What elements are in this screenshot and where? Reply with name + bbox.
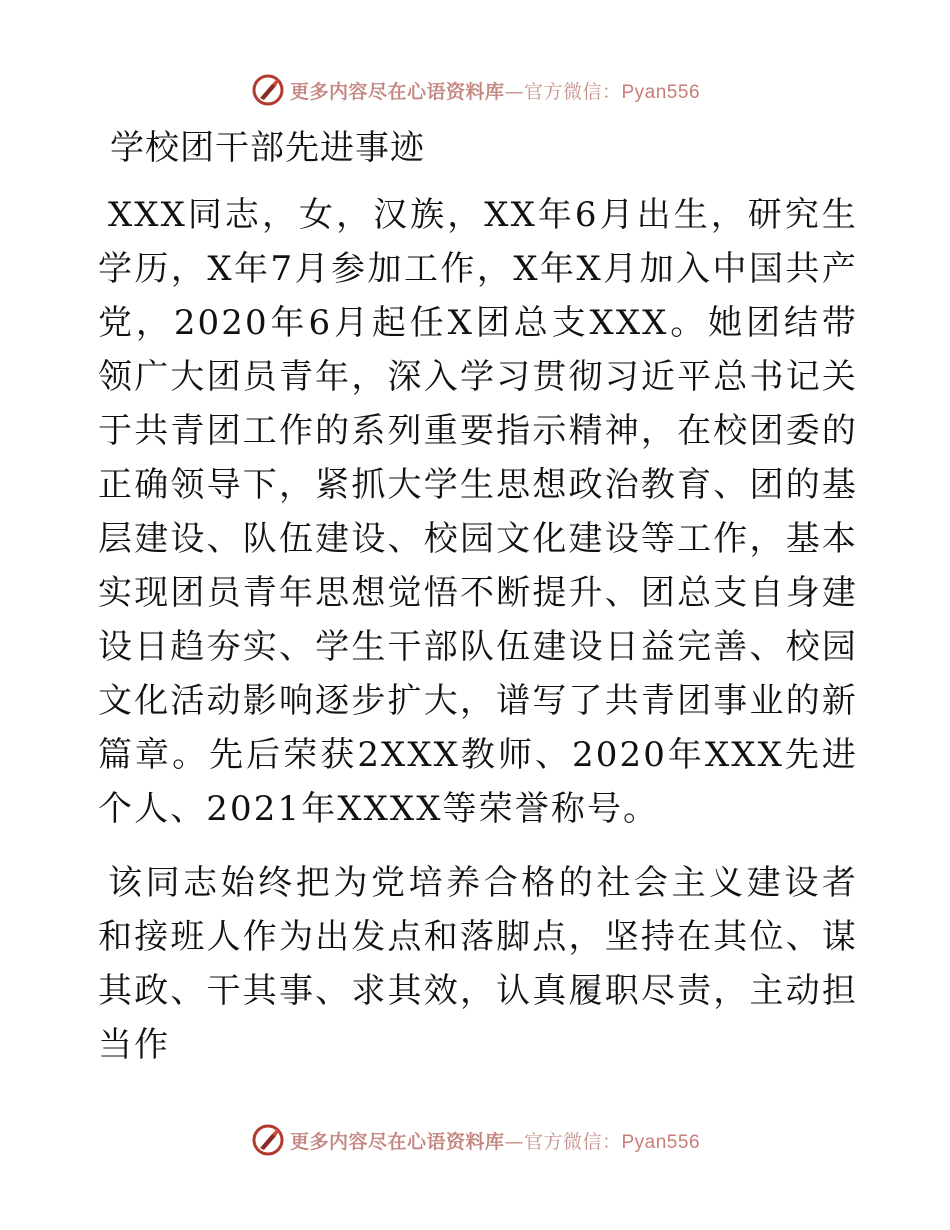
document-body [98,122,858,1072]
watermark-separator: — [504,80,524,103]
pen-nib-circle-icon [250,72,286,108]
watermark-main: 更多内容尽在心语资料库 [289,1130,505,1153]
watermark-text [290,1127,700,1154]
pen-nib-circle-icon [250,1122,286,1158]
watermark-wechat-label: 官方微信： [523,1130,622,1153]
watermark-wechat-id: Pyan556 [621,81,701,103]
watermark-wechat-id: Pyan556 [621,1131,701,1153]
watermark-main: 更多内容尽在心语资料库 [289,80,505,103]
header-watermark [0,68,950,112]
watermark-text [290,77,700,104]
paragraph-2: 该同志始终把为党培养合格的社会主义建设者和接班人作为出发点和落脚点，坚持在其位、谋其政、干其事、求其效，认真履职尽责，主动担当作 [98,863,858,1065]
footer-watermark [0,1118,950,1162]
watermark-separator: — [504,1130,524,1153]
watermark-wechat-label: 官方微信： [523,80,622,103]
paragraph-1: XXX同志，女，汉族，XX年6月出生，研究生学历，X年7月参加工作，X年X月加入中国共产党，2020年6月起任X团总支XXX。她团结带领广大团员青年，深入学习贯彻习近平总书记关于共青团工作的系列重要指示精神，在校团委的正确领导下，紧抓大学生思想政治教育、团的基层建设、队伍建设、校园文化建设等工作，基本实现团员青年思想觉悟不断提升、团总支自身建设日趋夯实、学生干部队伍建设日益完善、校园文化活动影响逐步扩大，谱写了共青团事业的新篇章。先后荣获2XXX教师、2020年XXX先进个人、2021年XXXX等荣誉称号。 [98,195,858,829]
document-title: 学校团干部先进事迹 [110,128,425,168]
